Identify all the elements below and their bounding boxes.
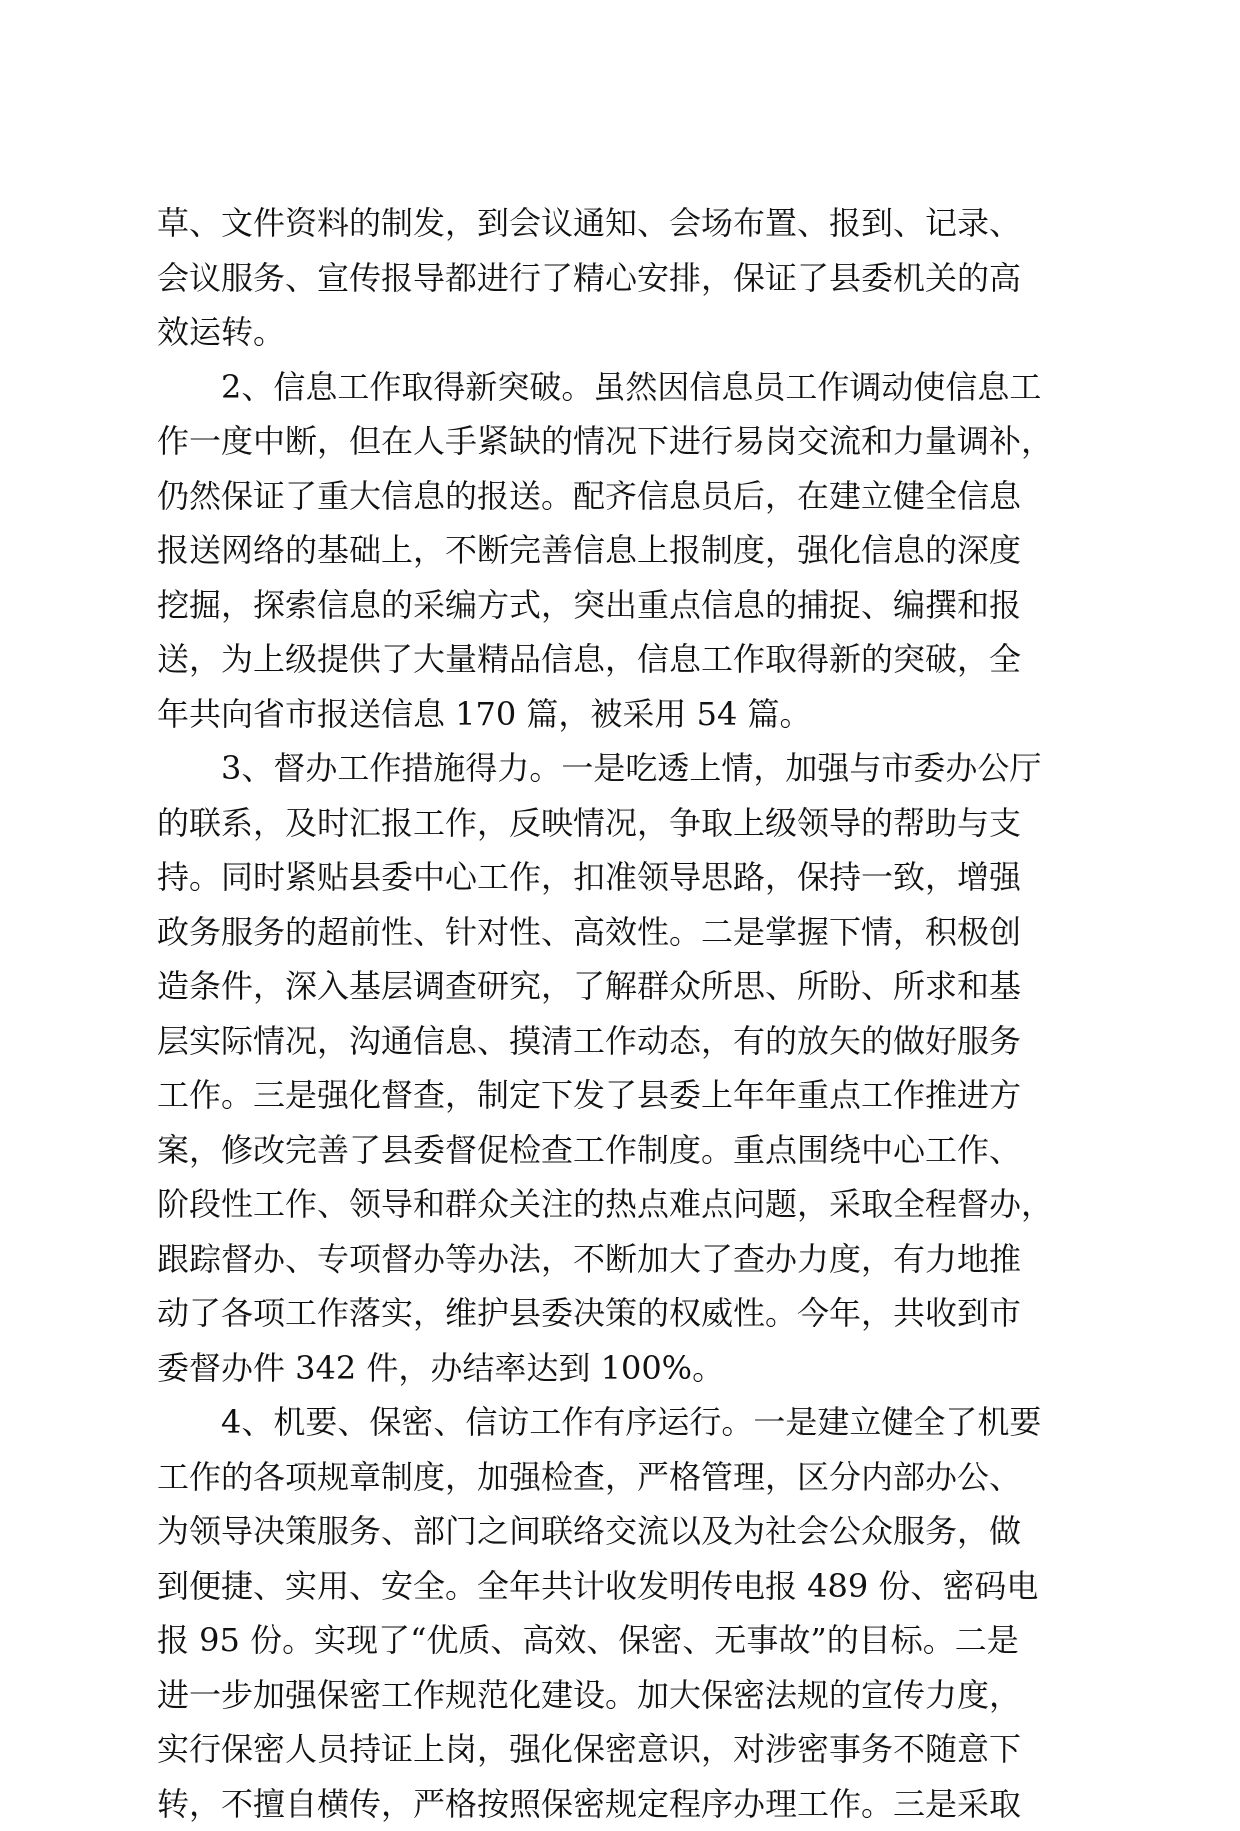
text-line: 草、文件资料的制发，到会议通知、会场布置、报到、记录、 [157, 196, 1083, 251]
text-line: 阶段性工作、领导和群众关注的热点难点问题，采取全程督办， [157, 1177, 1083, 1232]
text-line: 委督办件 342 件，办结率达到 100%。 [157, 1341, 1083, 1396]
text-line: 挖掘，探索信息的采编方式，突出重点信息的捕捉、编撰和报 [157, 578, 1083, 633]
text-line: 仍然保证了重大信息的报送。配齐信息员后，在建立健全信息 [157, 469, 1083, 524]
text-line: 政务服务的超前性、针对性、高效性。二是掌握下情，积极创 [157, 905, 1083, 960]
text-line: 会议服务、宣传报导都进行了精心安排，保证了县委机关的高 [157, 251, 1083, 306]
text-line: 持。同时紧贴县委中心工作，扣准领导思路，保持一致，增强 [157, 850, 1083, 905]
text-line: 作一度中断，但在人手紧缺的情况下进行易岗交流和力量调补， [157, 414, 1083, 469]
text-line: 层实际情况，沟通信息、摸清工作动态，有的放矢的做好服务 [157, 1014, 1083, 1069]
text-line: 造条件，深入基层调查研究，了解群众所思、所盼、所求和基 [157, 959, 1083, 1014]
text-line: 效运转。 [157, 305, 1083, 360]
paragraph-first-line: 2、信息工作取得新突破。虽然因信息员工作调动使信息工 [157, 360, 1083, 415]
text-line: 送，为上级提供了大量精品信息，信息工作取得新的突破，全 [157, 632, 1083, 687]
text-line: 案，修改完善了县委督促检查工作制度。重点围绕中心工作、 [157, 1123, 1083, 1178]
body-text [157, 196, 1083, 1831]
text-line: 报送网络的基础上，不断完善信息上报制度，强化信息的深度 [157, 523, 1083, 578]
text-line: 转，不擅自横传，严格按照保密规定程序办理工作。三是采取 [157, 1777, 1083, 1831]
text-line: 到便捷、实用、安全。全年共计收发明传电报 489 份、密码电 [157, 1559, 1083, 1614]
text-line: 年共向省市报送信息 170 篇，被采用 54 篇。 [157, 687, 1083, 742]
paragraph-first-line: 3、督办工作措施得力。一是吃透上情，加强与市委办公厅 [157, 741, 1083, 796]
text-line: 的联系，及时汇报工作，反映情况，争取上级领导的帮助与支 [157, 796, 1083, 851]
text-line: 跟踪督办、专项督办等办法，不断加大了查办力度，有力地推 [157, 1232, 1083, 1287]
paragraph-first-line: 4、机要、保密、信访工作有序运行。一是建立健全了机要 [157, 1395, 1083, 1450]
text-line: 为领导决策服务、部门之间联络交流以及为社会公众服务，做 [157, 1504, 1083, 1559]
text-line: 工作的各项规章制度，加强检查，严格管理，区分内部办公、 [157, 1450, 1083, 1505]
text-line: 工作。三是强化督查，制定下发了县委上年年重点工作推进方 [157, 1068, 1083, 1123]
text-line: 报 95 份。实现了“优质、高效、保密、无事故”的目标。二是 [157, 1613, 1083, 1668]
text-line: 实行保密人员持证上岗，强化保密意识，对涉密事务不随意下 [157, 1722, 1083, 1777]
text-line: 进一步加强保密工作规范化建设。加大保密法规的宣传力度， [157, 1668, 1083, 1723]
text-line: 动了各项工作落实，维护县委决策的权威性。今年，共收到市 [157, 1286, 1083, 1341]
